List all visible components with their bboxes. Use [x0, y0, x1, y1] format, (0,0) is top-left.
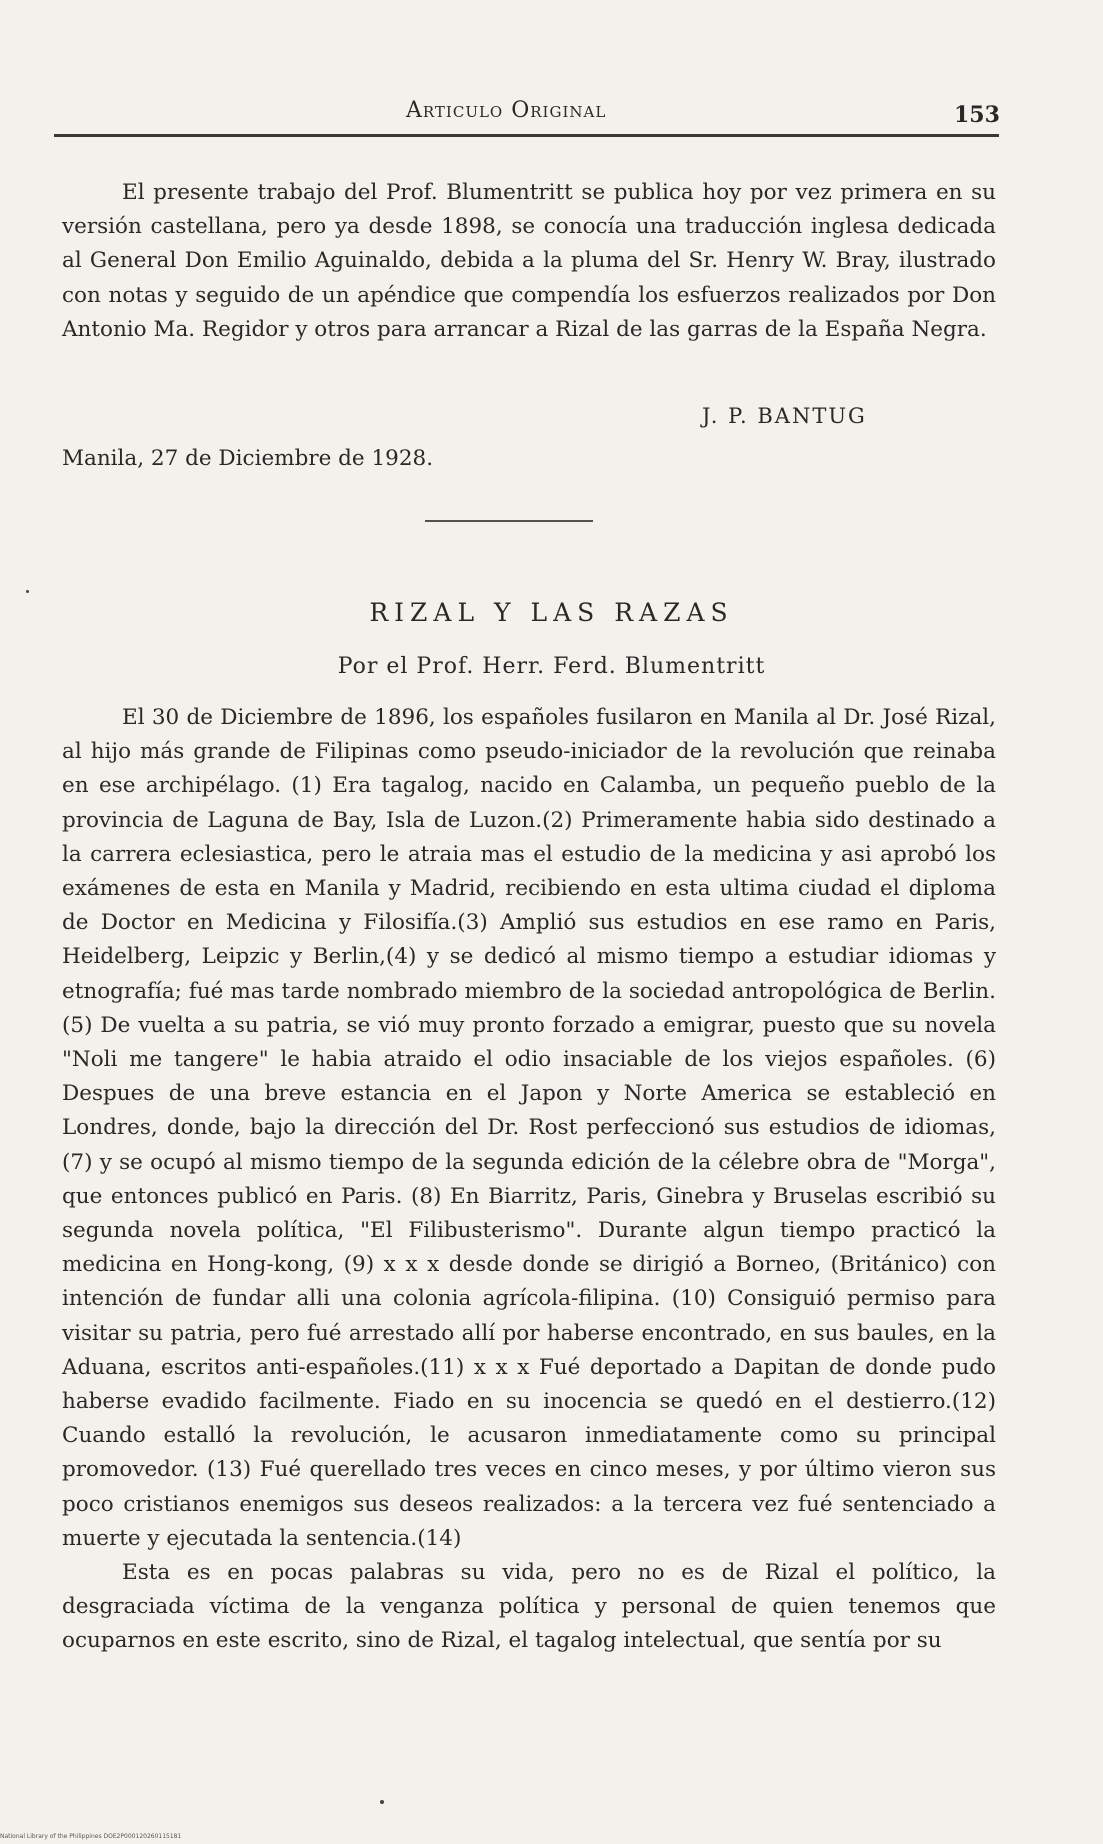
signature: J. P. BANTUG	[702, 404, 867, 428]
intro-paragraph: El presente trabajo del Prof. Blumentritt se publica hoy por vez primera en su versión castellana, pero ya desde 1898, se conocía una traducción inglesa dedicada al General Don Emilio Aguinaldo, debida a la pluma del Sr. Henry W. Bray, ilustrado con notas y seguido de un apéndice que compendía los esfuerzos realizados por Don Antonio Ma. Regidor y otros para arrancar a Rizal de las garras de la España Negra.	[62, 180, 996, 342]
body-paragraph: Esta es en pocas palabras su vida, pero no es de Rizal el político, la desgraciada víctima de la venganza política y personal de quien tenemos que ocuparnos en este escrito, sino de Rizal, el tagalog intelectual, que sentía por su	[62, 1560, 996, 1654]
page-header	[0, 96, 1103, 136]
body-paragraph: El 30 de Diciembre de 1896, los españoles fusilaron en Manila al Dr. José Rizal, al hijo más grande de Filipinas como pseudo-iniciador de la revolución que reinaba en ese archipélago. (1) Era tagalog, nacido en Calamba, un pequeño pueblo de la provincia de Laguna de Bay, Isla de Luzon.(2) Primeramente habia sido destinado a la carrera eclesiastica, pero le atraia mas el estudio de la medicina y asi aprobó los exámenes de esta en Manila y Madrid, recibiendo en esta ultima ciudad el diploma de Doctor en Medicina y Filosifía.(3) Amplió sus estudios en ese ramo en Paris, Heidelberg, Leipzic y Berlin,(4) y se dedicó al mismo tiempo a estudiar idiomas y etnografía; fué mas tarde nombrado miembro de la sociedad antropológica de Berlin.(5) De vuelta a su patria, se vió muy pronto forzado a emigrar, puesto que su novela "Noli me tangere" le habia atraido el odio insaciable de los viejos españoles. (6) Despues de una breve estancia en el Japon y Norte America se estableció en Londres, donde, bajo la dirección del Dr. Rost perfeccionó sus estudios de idiomas, (7) y se ocupó al mismo tiempo de la segunda edición de la célebre obra de "Morga", que entonces publicó en Paris. (8) En Biarritz, Paris, Ginebra y Bruselas escribió su segunda novela política, "El Filibusterismo". Durante algun tiempo practicó la medicina en Hong-kong, (9) x x x desde donde se dirigió a Borneo, (Británico) con intención de fundar alli una colonia agrícola-filipina. (10) Consiguió permiso para visitar su patria, pero fué arrestado allí por haberse encontrado, en sus baules, en la Aduana, escritos anti-españoles.(11) x x x Fué deportado a Dapitan de donde pudo haberse evadido facilmente. Fiado en su inocencia se quedó en el destierro.(12) Cuando estalló la revolución, le acusaron inmediatamente como su principal promovedor. (13) Fué querellado tres veces en cinco meses, y por último vieron sus poco cristianos enemigos sus deseos realizados: a la tercera vez fué sentenciado a muerte y ejecutada la sentencia.(14)	[62, 705, 996, 1551]
page-speck	[26, 590, 29, 593]
intro-section	[62, 176, 996, 347]
article-body	[62, 701, 996, 1659]
page-number: 153	[954, 102, 1000, 128]
section-separator	[425, 520, 593, 522]
page-speck	[380, 1800, 384, 1804]
article-byline: Por el Prof. Herr. Ferd. Blumentritt	[337, 654, 766, 679]
dateline: Manila, 27 de Diciembre de 1928.	[62, 446, 434, 471]
article-title: RIZAL Y LAS RAZAS	[369, 598, 734, 627]
running-title: Articulo Original	[406, 98, 607, 123]
scan-credit: National Library of the Philippines DOE2P000120260115181	[0, 1833, 182, 1840]
header-rule	[54, 134, 999, 137]
